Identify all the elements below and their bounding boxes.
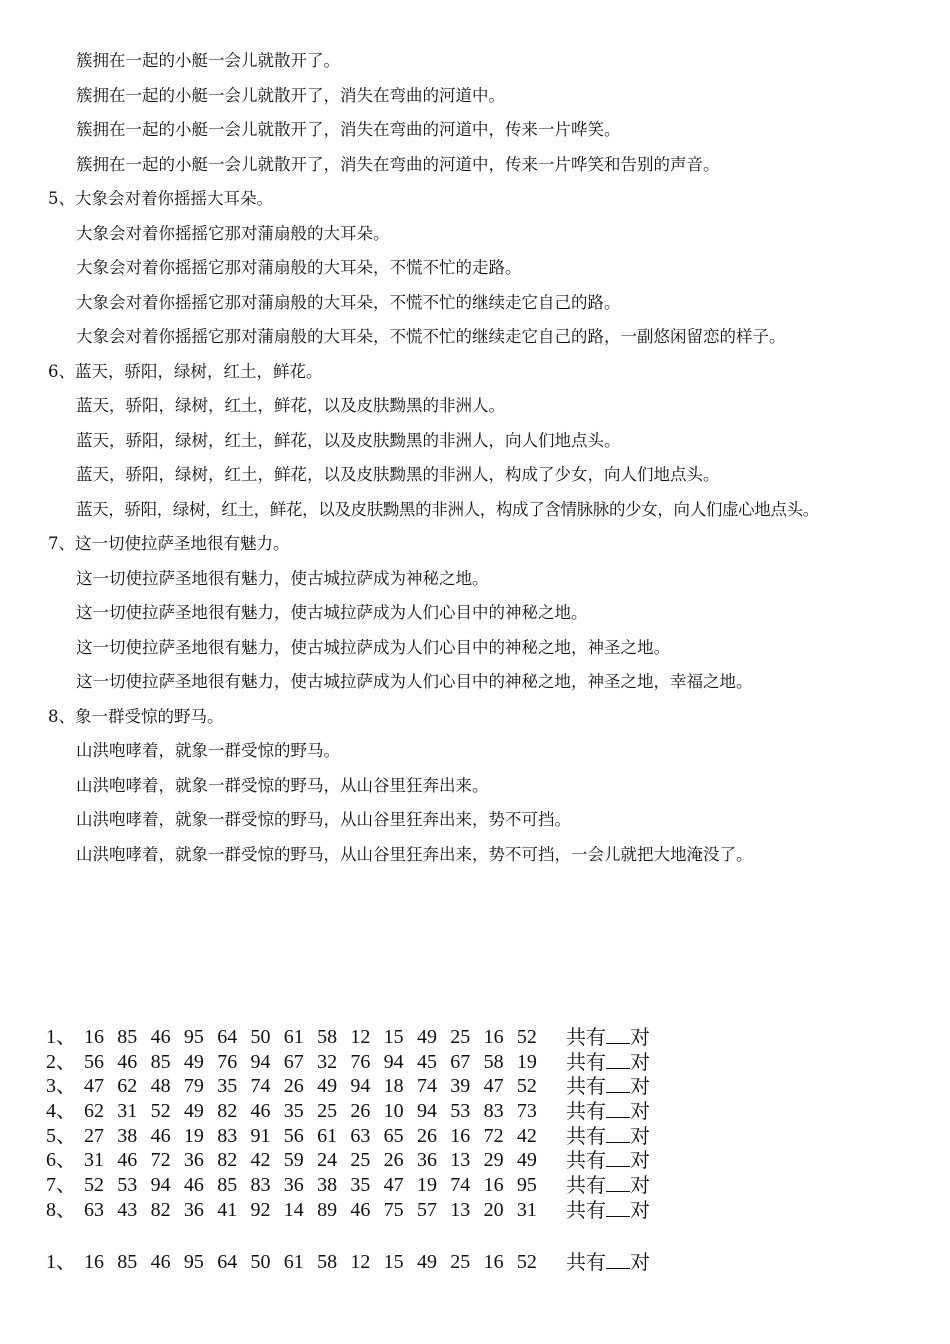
number-cell: 50 xyxy=(250,1251,271,1273)
number-cell: 49 xyxy=(317,1075,338,1098)
number-cell: 92 xyxy=(250,1198,271,1221)
number-cell: 46 xyxy=(150,1251,171,1273)
sentence-heading: 6、蓝天，骄阳，绿树，红土，鲜花。 xyxy=(48,361,323,381)
number-cell: 42 xyxy=(516,1124,537,1147)
row-label: 2、 xyxy=(46,1050,76,1073)
number-cell: 94 xyxy=(150,1174,171,1197)
answer-prefix: 共有 xyxy=(566,1199,606,1222)
number-row xyxy=(46,1198,926,1223)
number-cell: 35 xyxy=(350,1174,371,1197)
row-label: 3、 xyxy=(46,1075,76,1098)
number-cell: 46 xyxy=(117,1149,138,1172)
number-cell: 95 xyxy=(516,1174,537,1197)
answer-blank[interactable] xyxy=(606,1148,630,1167)
number-cell: 65 xyxy=(383,1124,404,1147)
row-label: 1、 xyxy=(46,1026,76,1048)
sentence-line: 山洪咆哮着，就象一群受惊的野马，从山谷里狂奔出来。 xyxy=(76,775,489,795)
number-row xyxy=(46,1050,926,1075)
number-cell: 25 xyxy=(450,1251,471,1273)
number-cell: 61 xyxy=(283,1251,304,1273)
sentence-line: 这一切使拉萨圣地很有魅力，使古城拉萨成为人们心目中的神秘之地。 xyxy=(76,603,588,622)
number-cell: 16 xyxy=(84,1251,104,1273)
row-label: 7、 xyxy=(46,1174,76,1197)
number-cell: 20 xyxy=(483,1198,504,1221)
number-cell: 31 xyxy=(84,1149,104,1172)
number-cell: 41 xyxy=(217,1198,238,1221)
number-cell: 38 xyxy=(117,1124,138,1147)
number-cell: 16 xyxy=(84,1026,104,1048)
sentence-line: 山洪咆哮着，就象一群受惊的野马，从山谷里狂奔出来，势不可挡，一会儿就把大地淹没了。 xyxy=(76,844,753,864)
answer-suffix: 对 xyxy=(630,1076,650,1099)
number-cell: 29 xyxy=(483,1149,504,1172)
sentence-line: 大象会对着你摇摇它那对蒲扇般的大耳朵，不慌不忙的走路。 xyxy=(76,258,522,277)
number-cell: 67 xyxy=(450,1050,471,1073)
number-cell: 64 xyxy=(217,1026,238,1048)
number-row xyxy=(46,1099,926,1124)
number-cell: 47 xyxy=(483,1075,504,1098)
number-cell: 26 xyxy=(283,1075,304,1098)
number-cell: 83 xyxy=(250,1174,271,1197)
number-cell: 46 xyxy=(150,1124,171,1147)
number-cell: 49 xyxy=(416,1251,437,1273)
number-cell: 38 xyxy=(317,1174,338,1197)
row-label: 4、 xyxy=(46,1100,76,1123)
number-cell: 32 xyxy=(317,1050,338,1073)
number-cell: 15 xyxy=(383,1026,404,1048)
sentence-line: 大象会对着你摇摇它那对蒲扇般的大耳朵，不慌不忙的继续走它自己的路，一副悠闲留恋的样子。 xyxy=(76,327,786,346)
answer-suffix: 对 xyxy=(630,1150,650,1173)
number-cell: 47 xyxy=(84,1075,104,1098)
sentence-line: 蓝天，骄阳，绿树，红土，鲜花，以及皮肤黝黑的非洲人。 xyxy=(76,396,505,415)
pair-count-answer xyxy=(566,1025,650,1051)
number-cell: 95 xyxy=(183,1251,204,1273)
number-cell: 85 xyxy=(217,1174,238,1197)
number-cell: 26 xyxy=(416,1124,437,1147)
answer-suffix: 对 xyxy=(630,1027,650,1049)
number-row xyxy=(46,1250,926,1275)
answer-blank[interactable] xyxy=(606,1124,630,1143)
number-cell: 94 xyxy=(350,1075,371,1098)
number-cell: 85 xyxy=(117,1026,138,1048)
number-cell: 19 xyxy=(516,1050,537,1073)
number-cell: 74 xyxy=(416,1075,437,1098)
number-cell: 83 xyxy=(217,1124,238,1147)
number-cell: 49 xyxy=(416,1026,437,1048)
pair-count-answer xyxy=(566,1124,650,1150)
answer-suffix: 对 xyxy=(630,1051,650,1074)
sentence-expansion-list xyxy=(0,44,950,872)
pair-count-answer xyxy=(566,1250,650,1276)
number-cell: 62 xyxy=(117,1075,138,1098)
answer-blank[interactable] xyxy=(606,1050,630,1069)
number-cell: 46 xyxy=(250,1100,271,1123)
answer-blank[interactable] xyxy=(606,1025,630,1044)
number-cell: 25 xyxy=(317,1100,338,1123)
answer-prefix: 共有 xyxy=(566,1150,606,1173)
sentence-line: 簇拥在一起的小艇一会儿就散开了，消失在弯曲的河道中，传来一片哗笑和告别的声音。 xyxy=(76,154,720,174)
number-pair-exercise-repeat xyxy=(46,1250,926,1275)
number-cell: 26 xyxy=(383,1149,404,1172)
sentence-line: 山洪咆哮着，就象一群受惊的野马，从山谷里狂奔出来，势不可挡。 xyxy=(76,810,571,829)
number-cell: 52 xyxy=(84,1174,104,1197)
number-cell: 94 xyxy=(250,1050,271,1073)
number-cell: 95 xyxy=(183,1026,204,1048)
number-cell: 16 xyxy=(450,1124,471,1147)
number-cell: 85 xyxy=(150,1050,171,1073)
answer-suffix: 对 xyxy=(630,1125,650,1148)
number-row xyxy=(46,1148,926,1173)
answer-suffix: 对 xyxy=(630,1252,650,1274)
pair-count-answer xyxy=(566,1173,650,1199)
number-cell: 61 xyxy=(283,1026,304,1048)
number-cell: 89 xyxy=(317,1198,338,1221)
answer-prefix: 共有 xyxy=(566,1125,606,1148)
pair-count-answer xyxy=(566,1050,650,1076)
number-cell: 64 xyxy=(217,1251,238,1273)
number-pair-exercise xyxy=(46,1025,926,1223)
number-cell: 25 xyxy=(450,1026,471,1048)
number-cell: 46 xyxy=(350,1198,371,1221)
sentence-heading: 7、这一切使拉萨圣地很有魅力。 xyxy=(48,534,290,553)
number-cell: 31 xyxy=(117,1100,138,1123)
answer-suffix: 对 xyxy=(630,1199,650,1222)
sentence-line: 这一切使拉萨圣地很有魅力，使古城拉萨成为人们心目中的神秘之地，神圣之地。 xyxy=(76,637,670,657)
number-cell: 45 xyxy=(416,1050,437,1073)
number-cell: 91 xyxy=(250,1124,271,1147)
number-cell: 52 xyxy=(516,1026,537,1048)
sentence-line: 簇拥在一起的小艇一会儿就散开了，消失在弯曲的河道中，传来一片哗笑。 xyxy=(76,120,621,139)
row-label: 6、 xyxy=(46,1149,76,1172)
number-cell: 85 xyxy=(117,1251,138,1273)
number-cell: 13 xyxy=(450,1149,471,1172)
number-cell: 63 xyxy=(350,1124,371,1147)
answer-blank[interactable] xyxy=(606,1250,630,1269)
number-cell: 58 xyxy=(317,1026,338,1048)
answer-prefix: 共有 xyxy=(566,1175,606,1198)
number-cell: 19 xyxy=(183,1124,204,1147)
number-cell: 73 xyxy=(516,1100,537,1123)
answer-blank[interactable] xyxy=(606,1173,630,1192)
answer-blank[interactable] xyxy=(606,1099,630,1118)
number-cell: 56 xyxy=(283,1124,304,1147)
number-row xyxy=(46,1124,926,1149)
sentence-line: 这一切使拉萨圣地很有魅力，使古城拉萨成为人们心目中的神秘之地，神圣之地，幸福之地。 xyxy=(76,672,753,691)
sentence-heading: 5、大象会对着你摇摇大耳朵。 xyxy=(48,189,273,208)
sentence-line: 蓝天，骄阳，绿树，红土，鲜花，以及皮肤黝黑的非洲人，构成了少女，向人们地点头。 xyxy=(76,465,720,484)
number-cell: 16 xyxy=(483,1251,504,1273)
number-cell: 35 xyxy=(217,1075,238,1098)
pair-count-answer xyxy=(566,1099,650,1125)
number-cell: 36 xyxy=(183,1149,204,1172)
number-cell: 35 xyxy=(283,1100,304,1123)
number-cell: 52 xyxy=(516,1075,537,1098)
number-cell: 19 xyxy=(416,1174,437,1197)
number-cell: 76 xyxy=(217,1050,238,1073)
number-cell: 14 xyxy=(283,1198,304,1221)
number-row xyxy=(46,1074,926,1099)
number-cell: 53 xyxy=(450,1100,471,1123)
sentence-heading: 8、象一群受惊的野马。 xyxy=(48,706,224,726)
number-cell: 12 xyxy=(350,1251,371,1273)
number-cell: 79 xyxy=(183,1075,204,1098)
number-cell: 10 xyxy=(383,1100,404,1123)
number-cell: 13 xyxy=(450,1198,471,1221)
answer-blank[interactable] xyxy=(606,1198,630,1217)
number-cell: 27 xyxy=(84,1124,104,1147)
sentence-line: 蓝天，骄阳，绿树，红土，鲜花，以及皮肤黝黑的非洲人，向人们地点头。 xyxy=(76,430,621,450)
number-cell: 15 xyxy=(383,1251,404,1273)
sentence-line: 大象会对着你摇摇它那对蒲扇般的大耳朵，不慌不忙的继续走它自己的路。 xyxy=(76,292,621,312)
sentence-line: 山洪咆哮着，就象一群受惊的野马。 xyxy=(76,741,340,760)
answer-prefix: 共有 xyxy=(566,1252,606,1274)
number-cell: 56 xyxy=(84,1050,104,1073)
number-cell: 94 xyxy=(416,1100,437,1123)
number-cell: 36 xyxy=(283,1174,304,1197)
number-cell: 63 xyxy=(84,1198,104,1221)
number-cell: 75 xyxy=(383,1198,404,1221)
number-cell: 36 xyxy=(416,1149,437,1172)
number-cell: 74 xyxy=(450,1174,471,1197)
number-cell: 57 xyxy=(416,1198,437,1221)
number-cell: 42 xyxy=(250,1149,271,1172)
number-cell: 39 xyxy=(450,1075,471,1098)
number-cell: 61 xyxy=(317,1124,338,1147)
answer-prefix: 共有 xyxy=(566,1101,606,1124)
pair-count-answer xyxy=(566,1074,650,1100)
number-cell: 26 xyxy=(350,1100,371,1123)
sentence-line: 蓝天，骄阳，绿树，红土，鲜花，以及皮肤黝黑的非洲人，构成了含情脉脉的少女，向人们虚心地点头。 xyxy=(76,499,819,519)
number-cell: 62 xyxy=(84,1100,104,1123)
number-cell: 74 xyxy=(250,1075,271,1098)
number-cell: 94 xyxy=(383,1050,404,1073)
number-cell: 48 xyxy=(150,1075,171,1098)
number-cell: 16 xyxy=(483,1174,504,1197)
number-cell: 49 xyxy=(183,1050,204,1073)
sentence-line: 簇拥在一起的小艇一会儿就散开了，消失在弯曲的河道中。 xyxy=(76,85,505,105)
number-row xyxy=(46,1025,926,1050)
number-cell: 31 xyxy=(516,1198,537,1221)
number-cell: 59 xyxy=(283,1149,304,1172)
pair-count-answer xyxy=(566,1198,650,1224)
number-cell: 76 xyxy=(350,1050,371,1073)
sentence-line: 簇拥在一起的小艇一会儿就散开了。 xyxy=(76,51,340,70)
number-cell: 16 xyxy=(483,1026,504,1048)
number-cell: 46 xyxy=(183,1174,204,1197)
number-cell: 36 xyxy=(183,1198,204,1221)
number-cell: 67 xyxy=(283,1050,304,1073)
number-cell: 52 xyxy=(516,1251,537,1273)
number-cell: 12 xyxy=(350,1026,371,1048)
number-cell: 46 xyxy=(150,1026,171,1048)
sentence-line: 大象会对着你摇摇它那对蒲扇般的大耳朵。 xyxy=(76,223,390,243)
answer-suffix: 对 xyxy=(630,1101,650,1124)
number-cell: 47 xyxy=(383,1174,404,1197)
number-cell: 53 xyxy=(117,1174,138,1197)
answer-suffix: 对 xyxy=(630,1175,650,1198)
row-label: 5、 xyxy=(46,1124,76,1147)
row-label: 1、 xyxy=(46,1251,76,1273)
number-cell: 43 xyxy=(117,1198,138,1221)
answer-prefix: 共有 xyxy=(566,1076,606,1099)
pair-count-answer xyxy=(566,1148,650,1174)
answer-prefix: 共有 xyxy=(566,1027,606,1049)
number-cell: 82 xyxy=(150,1198,171,1221)
answer-prefix: 共有 xyxy=(566,1051,606,1074)
number-cell: 58 xyxy=(317,1251,338,1273)
number-cell: 52 xyxy=(150,1100,171,1123)
row-label: 8、 xyxy=(46,1198,76,1221)
number-cell: 25 xyxy=(350,1149,371,1172)
sentence-line: 这一切使拉萨圣地很有魅力，使古城拉萨成为神秘之地。 xyxy=(76,568,489,588)
number-cell: 18 xyxy=(383,1075,404,1098)
number-cell: 83 xyxy=(483,1100,504,1123)
number-cell: 82 xyxy=(217,1149,238,1172)
number-cell: 50 xyxy=(250,1026,271,1048)
number-row xyxy=(46,1173,926,1198)
number-cell: 49 xyxy=(183,1100,204,1123)
number-cell: 72 xyxy=(150,1149,171,1172)
number-cell: 49 xyxy=(516,1149,537,1172)
number-cell: 46 xyxy=(117,1050,138,1073)
answer-blank[interactable] xyxy=(606,1074,630,1093)
number-cell: 58 xyxy=(483,1050,504,1073)
number-cell: 82 xyxy=(217,1100,238,1123)
number-cell: 72 xyxy=(483,1124,504,1147)
number-cell: 24 xyxy=(317,1149,338,1172)
